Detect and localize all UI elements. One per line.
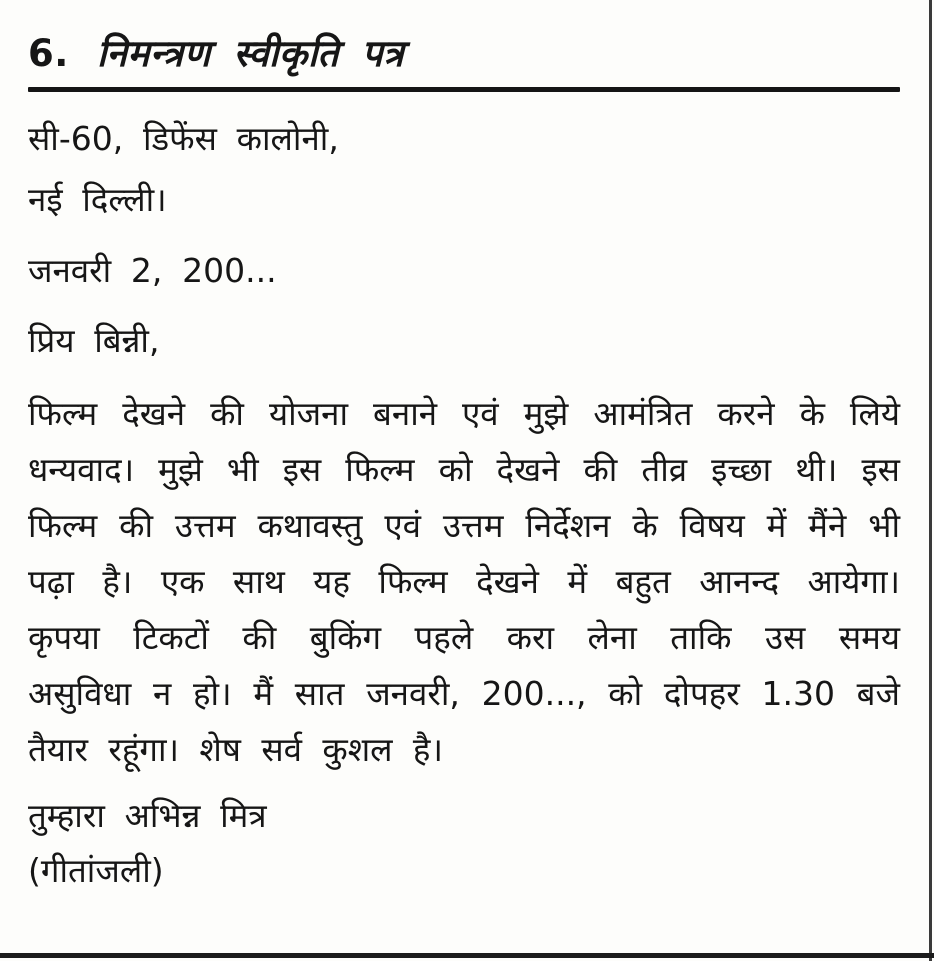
scan-right-border: [929, 0, 932, 961]
heading-underline: [28, 87, 900, 92]
section-number: 6.: [28, 32, 69, 75]
letter-body: फिल्म देखने की योजना बनाने एवं मुझे आमंत्रित करने के लिये धन्यवाद। मुझे भी इस फिल्म को देखने की तीव्र इच्छा थी। इस फिल्म की उत्तम कथावस्तु एवं उत्तम निर्देशन के विषय में मैंने भी पढ़ा है। एक साथ यह फिल्म देखने में बहुत आनन्द आयेगा। कृपया टिकटों की बुकिंग पहले करा लेना ताकि उस समय असुविधा न हो। मैं सात जनवरी, 200..., को दोपहर 1.30 बजे तैयार रहूंगा। शेष सर्व कुशल है।: [28, 394, 900, 769]
section-title: निमन्त्रण स्वीकृति पत्र: [96, 32, 405, 75]
section-heading: [28, 30, 900, 78]
sender-address-line-2: नई दिल्ली।: [28, 180, 167, 219]
sender-address-line-1: सी-60, डिफेंस कालोनी,: [28, 119, 339, 158]
scan-bottom-border: [0, 953, 934, 958]
letter-date: जनवरी 2, 200...: [28, 251, 277, 290]
signature-name: (गीतांजली): [28, 851, 164, 890]
salutation: प्रिय बिन्नी,: [28, 321, 160, 360]
closing-phrase: तुम्हारा अभिन्न मित्र: [28, 796, 267, 835]
